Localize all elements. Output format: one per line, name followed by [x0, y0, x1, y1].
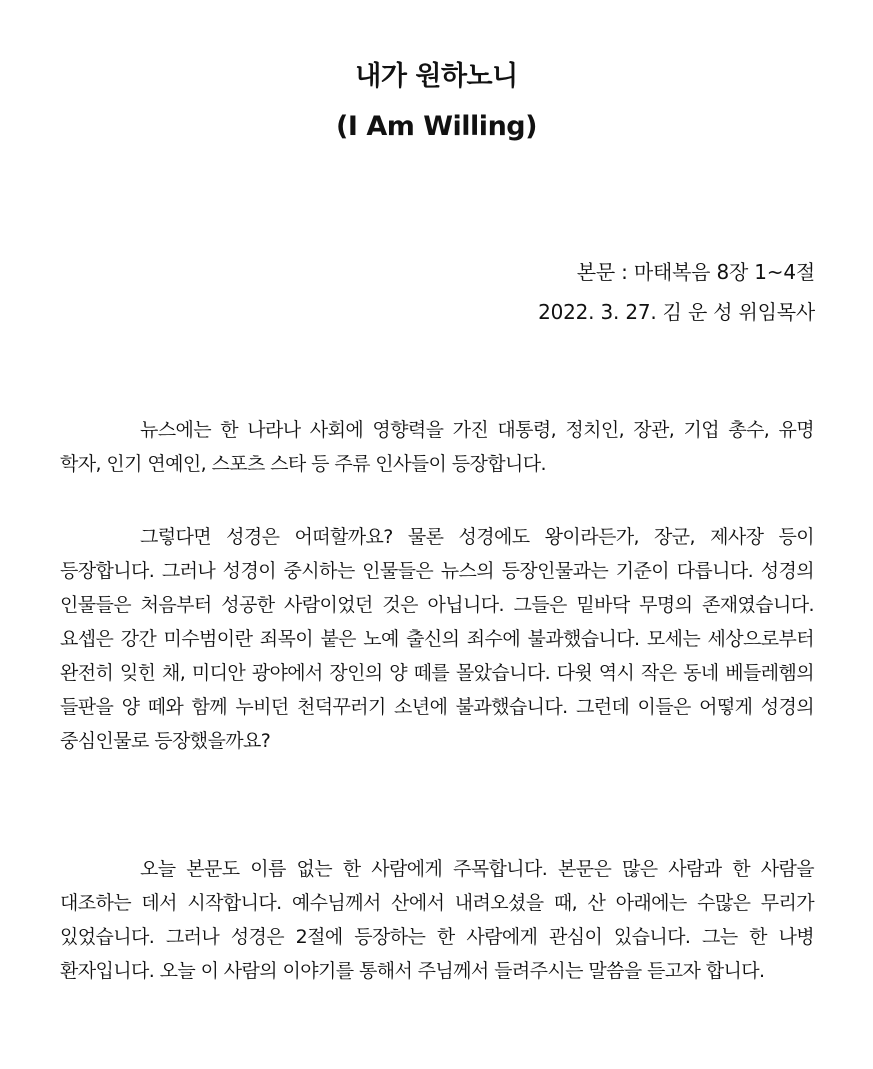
scripture-reference: 본문 : 마태복음 8장 1~4절 — [576, 260, 815, 284]
paragraph-todays-text: 오늘 본문도 이름 없는 한 사람에게 주목합니다. 본문은 많은 사람과 한 사람을 대조하는 데서 시작합니다. 예수님께서 산에서 내려오셨을 때, 산 아래에는 수많은 무리가 있었습니다. 그러나 성경은 2절에 등장하는 한 사람에게 관심이 있습니다. 그는 한 나병 환자입니다. 오늘 이 사람의 이야기를 통해서 주님께서 들려주시는 말씀을 듣고자 합니다. — [60, 858, 814, 982]
english-title: (I Am Willing) — [336, 111, 537, 142]
korean-title: 내가 원하노니 — [355, 61, 518, 92]
title-block — [0, 52, 873, 152]
date-and-author: 2022. 3. 27. 김 운 성 위임목사 — [538, 300, 815, 324]
sermon-meta — [538, 252, 815, 332]
paragraph-bible-figures: 그렇다면 성경은 어떠할까요? 물론 성경에도 왕이라든가, 장군, 제사장 등이 등장합니다. 그러나 성경이 중시하는 인물들은 뉴스의 등장인물과는 기준이 다릅니다. 성경의 인물들은 처음부터 성공한 사람이었던 것은 아닙니다. 그들은 밑바닥 무명의 존재였습니다. 요셉은 강간 미수범이란 죄목이 붙은 노예 출신의 죄수에 불과했습니다. 모세는 세상으로부터 완전히 잊힌 채, 미디안 광야에서 장인의 양 떼를 몰았습니다. 다윗 역시 작은 동네 베들레헴의 들판을 양 떼와 함께 누비던 천덕꾸러기 소년에 불과했습니다. 그런데 이들은 어떻게 성경의 중심인물로 등장했을까요? — [60, 526, 814, 752]
paragraph-news-intro: 뉴스에는 한 나라나 사회에 영향력을 가진 대통령, 정치인, 장관, 기업 총수, 유명 학자, 인기 연예인, 스포츠 스타 등 주류 인사들이 등장합니다. — [60, 419, 814, 475]
